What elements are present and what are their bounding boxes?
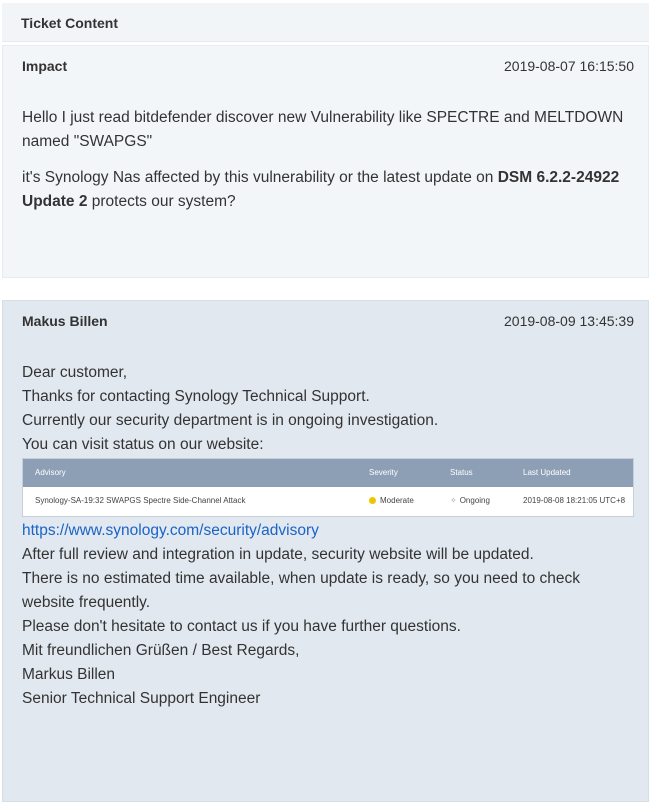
severity-text: Moderate — [380, 496, 414, 505]
advisory-screenshot — [22, 458, 634, 517]
signature-name: Markus Billen — [22, 666, 116, 683]
col-status: Status — [450, 468, 473, 477]
advisory-link[interactable]: https://www.synology.com/security/advisory — [22, 522, 319, 539]
severity-cell — [369, 496, 414, 506]
ticket-content-header — [2, 3, 649, 42]
message-paragraph: Hello I just read bitdefender discover new Vulnerability like SPECTRE and MELTDOWN named "SWAPGS" — [22, 109, 624, 150]
col-last-updated: Last Updated — [523, 468, 571, 477]
eta-text: There is no estimated time available, when update is ready, so you need to check website frequently. — [22, 570, 581, 611]
signature-regards: Mit freundlichen Grüßen / Best Regards, — [22, 642, 300, 659]
message-author: Impact — [22, 58, 68, 74]
dsm-version-text: DSM 6.2.2-24922 Update 2 — [22, 169, 620, 210]
review-text: After full review and integration in update, security website will be updated. — [22, 546, 534, 563]
signature-title: Senior Technical Support Engineer — [22, 690, 261, 707]
message-author: Makus Billen — [22, 313, 108, 329]
table-row — [23, 487, 633, 516]
advisory-name: Synology-SA-19:32 SWAPGS Spectre Side-Channel Attack — [35, 496, 246, 505]
message-date: 2019-08-07 16:15:50 — [504, 58, 634, 74]
col-severity: Severity — [369, 468, 398, 477]
investigation-text: Currently our security department is in ongoing investigation. — [22, 412, 439, 429]
message-body — [22, 106, 632, 214]
contact-text: Please don't hesitate to contact us if you have further questions. — [22, 618, 461, 635]
status-cell — [450, 496, 490, 506]
visit-text: You can visit status on our website: — [22, 436, 264, 453]
text-run: it's Synology Nas affected by this vulnerability or the latest update on — [22, 169, 498, 186]
message-body — [22, 361, 632, 711]
ticket-message — [2, 300, 649, 802]
ticket-message — [2, 45, 649, 278]
status-text: Ongoing — [459, 496, 490, 505]
message-paragraph — [22, 166, 632, 214]
severity-dot-icon — [369, 497, 376, 504]
col-advisory: Advisory — [35, 468, 66, 477]
greeting-text: Dear customer, — [22, 364, 128, 381]
thanks-text: Thanks for contacting Synology Technical Support. — [22, 388, 370, 405]
panel-title: Ticket Content — [21, 15, 118, 31]
ongoing-icon: ✧ — [450, 496, 457, 505]
advisory-link-line — [22, 519, 632, 543]
advisory-table-header — [23, 459, 633, 487]
text-run: protects our system? — [87, 193, 236, 210]
updated-text: 2019-08-08 18:21:05 UTC+8 — [523, 496, 626, 505]
message-date: 2019-08-09 13:45:39 — [504, 313, 634, 329]
